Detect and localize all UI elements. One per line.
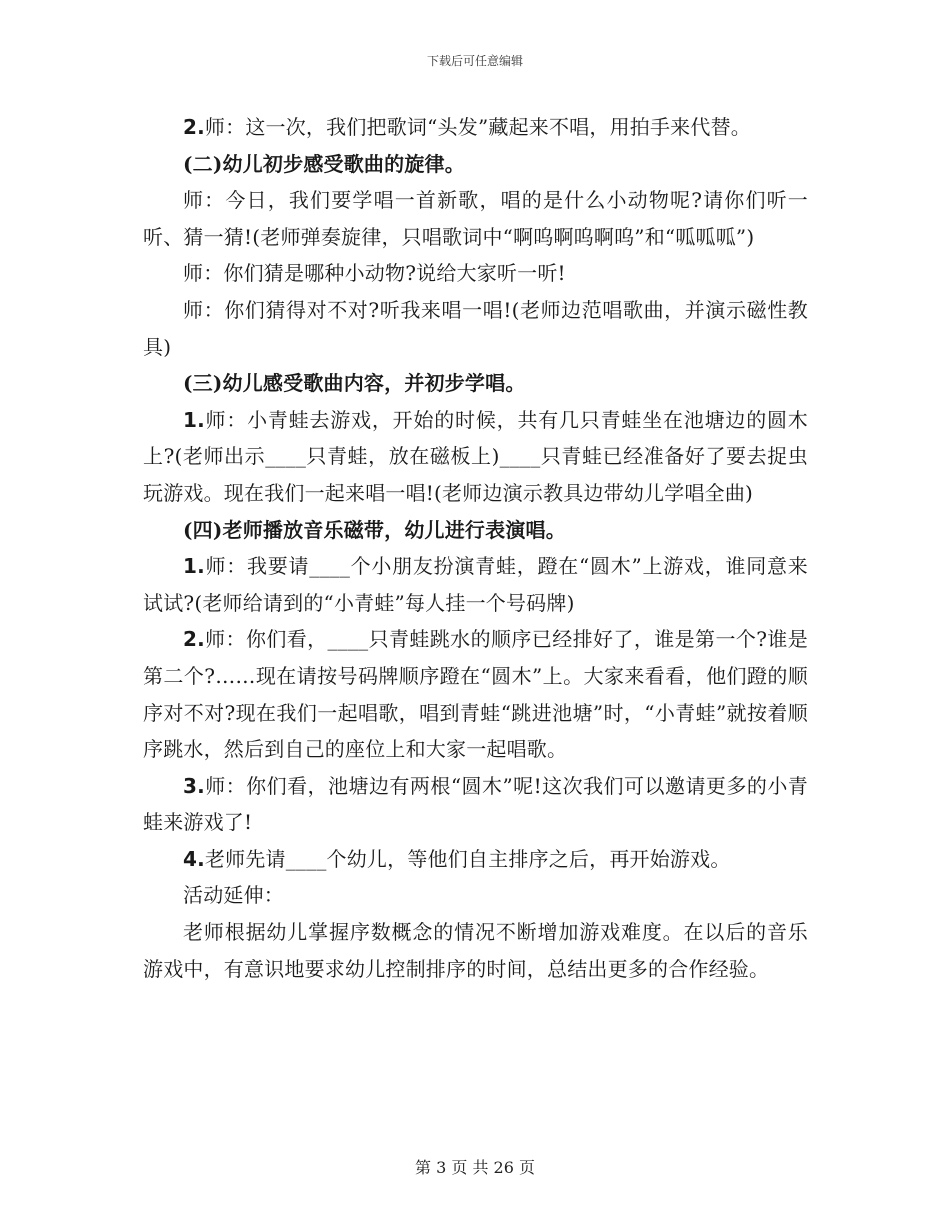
- section-heading-text: (三)幼儿感受歌曲内容，并初步学唱。: [183, 371, 526, 396]
- paragraph-14: [143, 914, 808, 987]
- paragraph-4: [143, 255, 808, 292]
- item-number: 1.: [183, 554, 205, 579]
- paragraph-text: 师：这一次，我们把歌词“头发”藏起来不唱，用拍手来代替。: [204, 115, 751, 139]
- paragraph-text: 师：你们猜是哪种小动物?说给大家听一听!: [183, 261, 566, 286]
- paragraph-5: [143, 292, 808, 365]
- item-number: 1.: [183, 407, 205, 432]
- paragraph-text: 老师先请____个幼儿，等他们自主排序之后，再开始游戏。: [204, 846, 731, 871]
- item-number: 2.: [183, 115, 205, 139]
- paragraph-3: [143, 182, 808, 255]
- paragraph-1: [143, 109, 808, 146]
- paragraph-text: 活动延伸：: [183, 883, 284, 908]
- paragraph-text: 师：你们看，____只青蛙跳水的顺序已经排好了，谁是第一个?谁是第二个?……现在请按号码牌顺序蹬在“圆木”上。大家来看看，他们蹬的顺序对不对?现在我们一起唱歌，唱到青蛙“跳进池塘”时，“小青蛙”就按着顺序跳水，然后到自己的座位上和大家一起唱歌。: [143, 627, 808, 762]
- paragraph-text: 师：我要请____个小朋友扮演青蛙，蹬在“圆木”上游戏，谁同意来试试?(老师给请到的“小青蛙”每人挂一个号码牌): [143, 554, 808, 615]
- paragraph-text: 师：小青蛙去游戏，开始的时候，共有几只青蛙坐在池塘边的圆木上?(老师出示____只青蛙，放在磁板上)____只青蛙已经准备好了要去捉虫玩游戏。现在我们一起来唱一唱!(老师边演示教具边带幼儿学唱全曲): [143, 407, 808, 505]
- paragraph-13: [143, 877, 808, 914]
- section-heading-4: [143, 512, 808, 549]
- item-number: 3.: [183, 773, 205, 798]
- paragraph-12: [143, 841, 808, 878]
- section-heading-2: [143, 146, 808, 183]
- item-number: 2.: [183, 627, 205, 652]
- page-footer: 第 3 页 共 26 页: [415, 1158, 535, 1177]
- paragraph-7: [143, 402, 808, 512]
- paragraph-9: [143, 548, 808, 621]
- paragraph-text: 师：你们看，池塘边有两根“圆木”呢!这次我们可以邀请更多的小青蛙来游戏了!: [143, 773, 808, 835]
- paragraph-11: [143, 768, 808, 841]
- section-heading-3: [143, 365, 808, 402]
- page-header: 下载后可任意编辑: [426, 54, 523, 68]
- section-heading-text: (四)老师播放音乐磁带，幼儿进行表演唱。: [183, 517, 566, 542]
- paragraph-text: 师：你们猜得对不对?听我来唱一唱!(老师边范唱歌曲，并演示磁性教具): [143, 297, 808, 359]
- item-number: 4.: [183, 846, 205, 871]
- section-heading-text: (二)幼儿初步感受歌曲的旋律。: [183, 151, 465, 176]
- paragraph-text: 师：今日，我们要学唱一首新歌，唱的是什么小动物呢?请你们听一听、猜一猜!(老师弹奏旋律，只唱歌词中“啊呜啊呜啊呜”和“呱呱呱”): [143, 188, 808, 249]
- document-body: [143, 109, 808, 987]
- paragraph-10: [143, 621, 808, 767]
- paragraph-text: 老师根据幼儿掌握序数概念的情况不断增加游戏难度。在以后的音乐游戏中，有意识地要求幼儿控制排序的时间，总结出更多的合作经验。: [143, 920, 808, 981]
